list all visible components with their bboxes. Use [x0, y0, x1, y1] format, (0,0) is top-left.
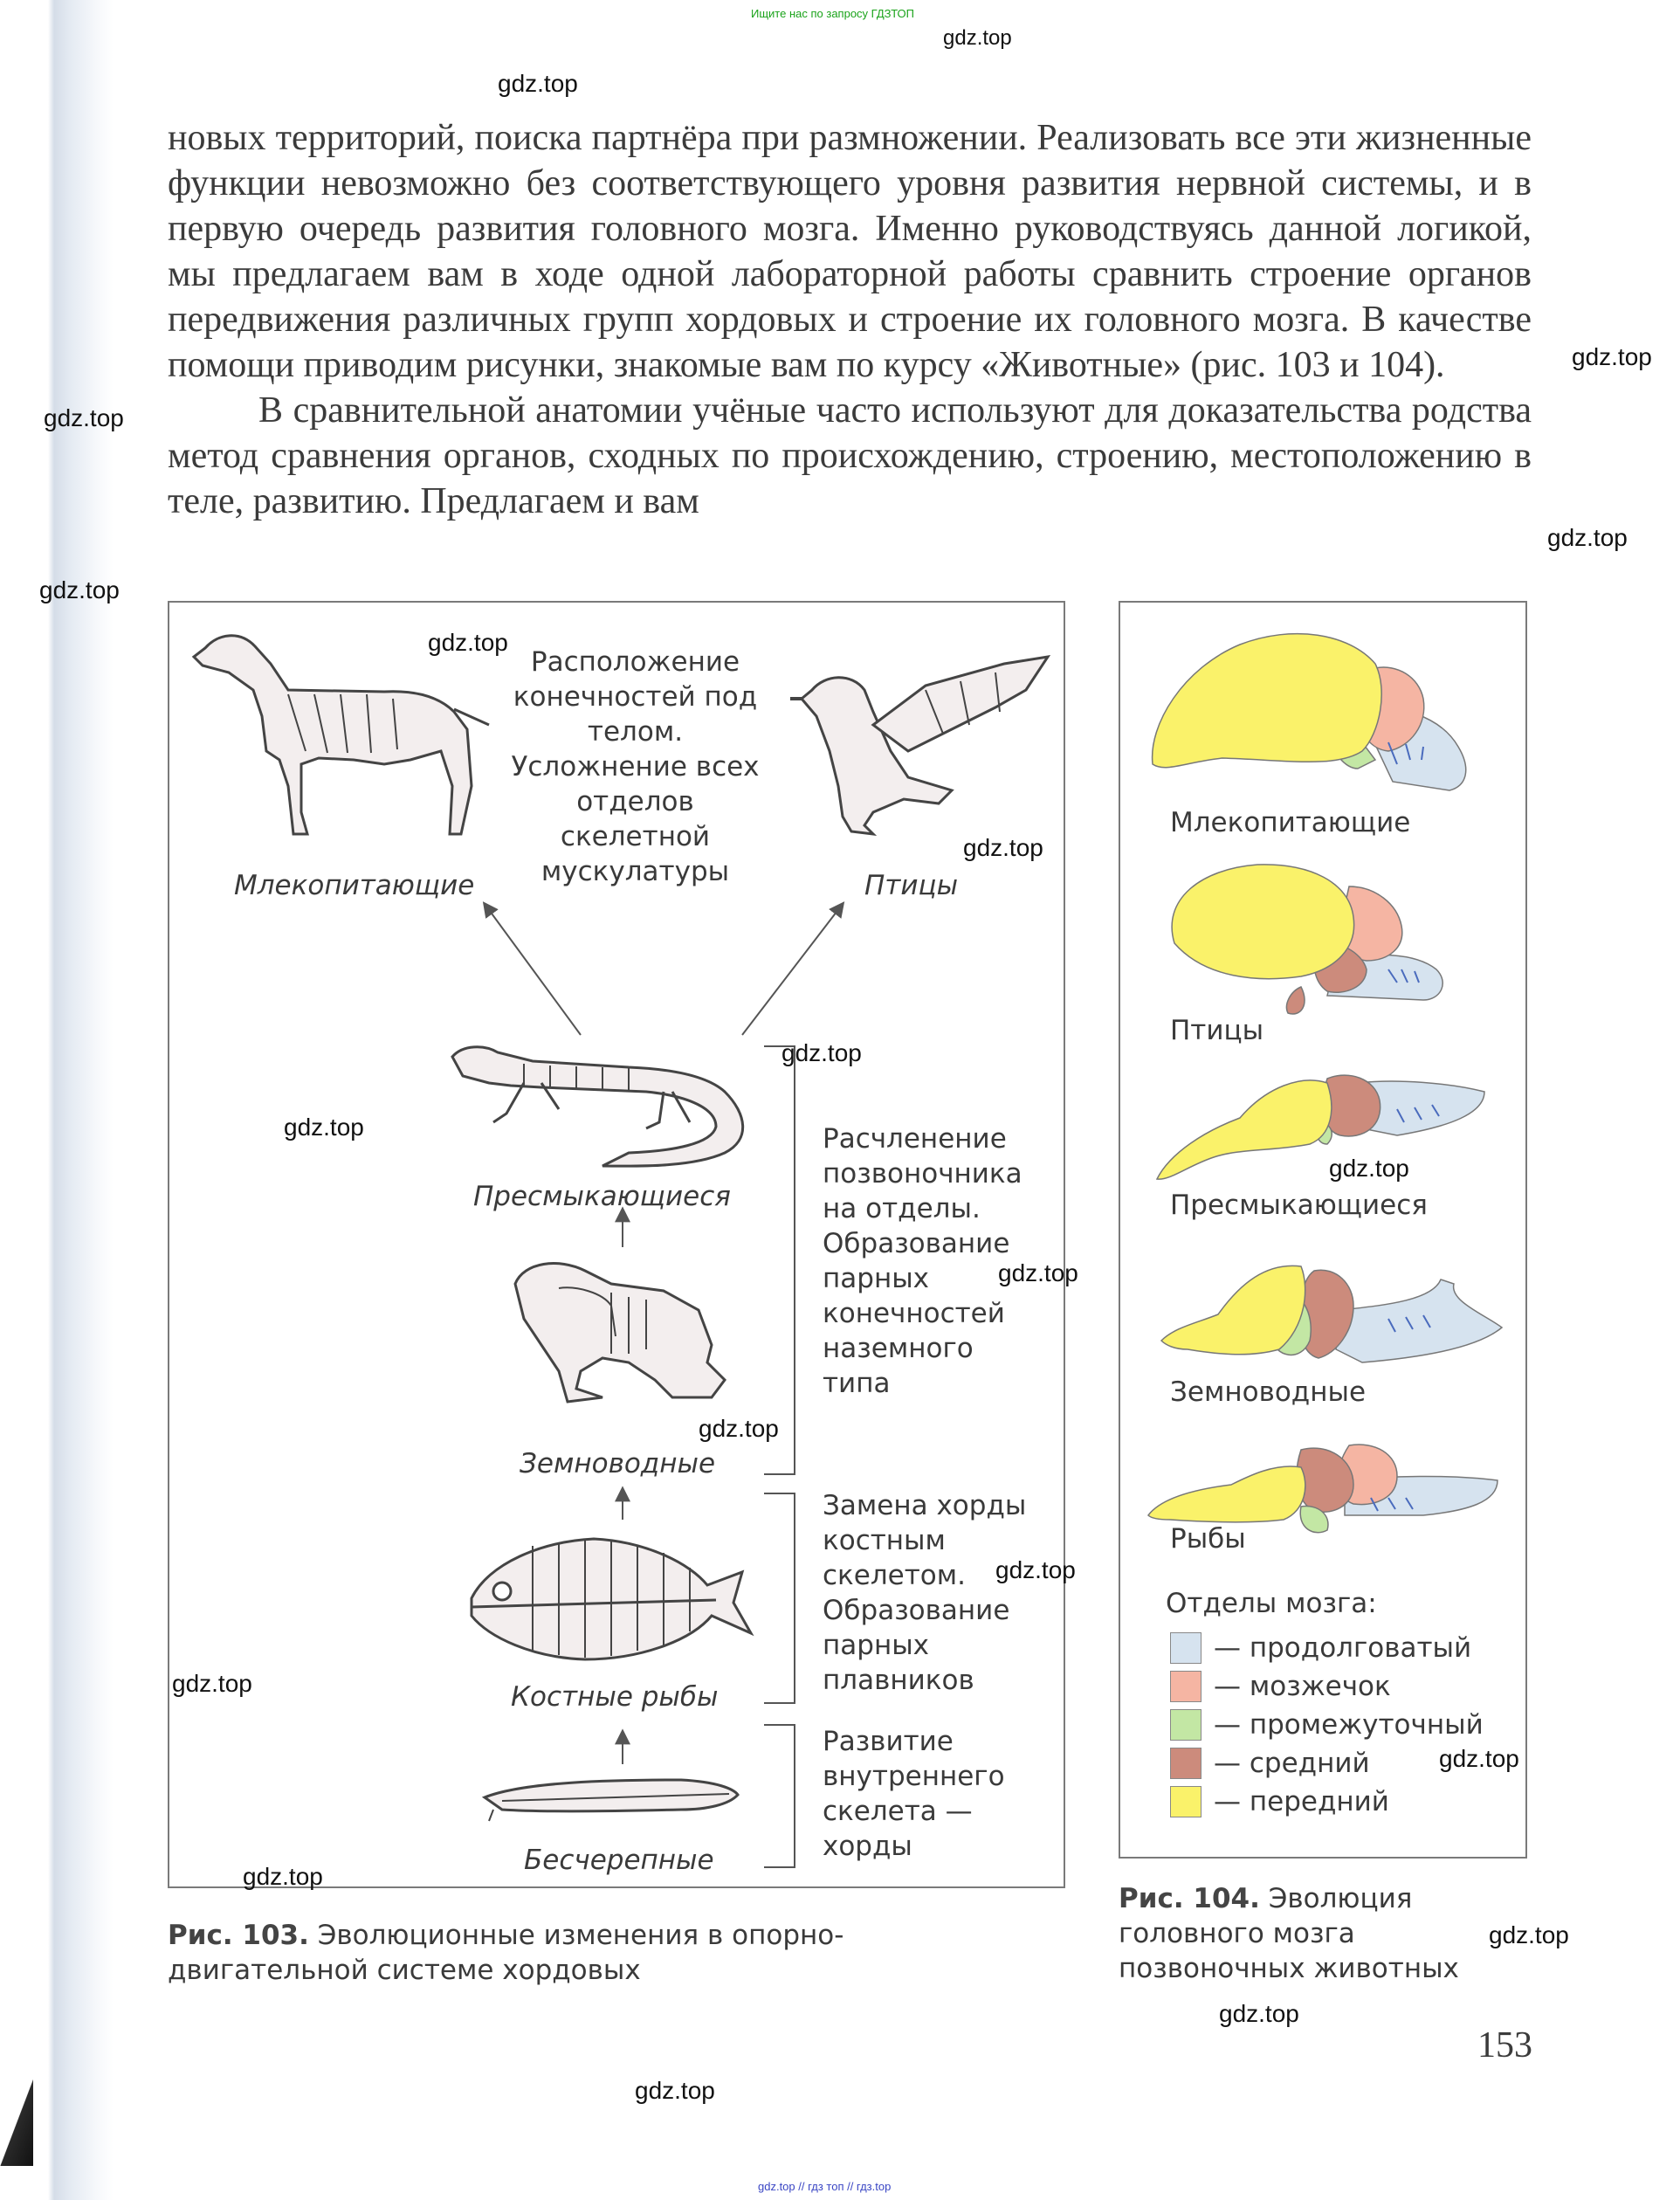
watermark: gdz.top	[963, 834, 1043, 861]
watermark: gdz.top	[498, 70, 578, 97]
bird-skeleton-icon	[790, 657, 1048, 834]
note-reptiles: Расчленение позвоночника на отделы. Образование парных конечностей наземного типа	[823, 1123, 1022, 1399]
paragraph-2: В сравнительной анатомии учёные часто используют для доказательства родства метод сравнения органов, сходных по происхождению, строению, местоположению в теле, развитию. Предлагаем и вам	[168, 390, 1532, 521]
brain-label-fish: Рыбы	[1170, 1523, 1246, 1555]
watermark: gdz.top	[1547, 524, 1628, 551]
brain-label-mammals: Млекопитающие	[1170, 807, 1411, 838]
fig104-caption	[1119, 1881, 1468, 1986]
lizard-skeleton-icon	[452, 1047, 743, 1166]
fig104-caption-label: Рис. 104.	[1119, 1883, 1260, 1914]
legend-swatch	[1170, 1632, 1201, 1664]
watermark: gdz.top	[699, 1415, 779, 1442]
watermark: gdz.top	[1329, 1155, 1409, 1182]
bracket-reptiles	[764, 1046, 795, 1474]
legend-item-forebrain: — передний	[1170, 1785, 1389, 1818]
bracket-fish	[764, 1493, 795, 1703]
fish-skeleton-icon	[472, 1539, 751, 1659]
watermark: gdz.top	[428, 629, 508, 656]
legend-item-diencephalon: — промежуточный	[1170, 1708, 1484, 1741]
watermark: gdz.top	[39, 576, 120, 603]
watermark: gdz.top	[995, 1556, 1076, 1583]
brain-label-amphibians: Земноводные	[1170, 1376, 1367, 1408]
fig104-caption-text: Эволюция головного мозга позвоночных животных	[1119, 1883, 1459, 1984]
fig103-top-note: Расположение конечностей под телом. Усложнение всех отделов скелетной мускулатуры	[511, 646, 760, 887]
arrow-to-birds	[742, 904, 843, 1035]
watermark: gdz.top	[1219, 2000, 1299, 2027]
fish-brain-icon	[1148, 1445, 1498, 1533]
note-fish: Замена хорды костным скелетом. Образование парных плавников	[823, 1490, 1027, 1696]
watermark: gdz.top	[284, 1114, 364, 1141]
watermark: gdz.top	[943, 26, 1012, 50]
legend-swatch	[1170, 1786, 1201, 1817]
mammal-brain-icon	[1153, 634, 1466, 790]
legend-swatch	[1170, 1671, 1201, 1702]
brain-label-birds: Птицы	[1170, 1015, 1264, 1046]
watermark: gdz.top	[44, 404, 124, 431]
dog-skeleton-icon	[194, 636, 489, 834]
label-birds: Птицы	[864, 870, 959, 901]
frog-skeleton-icon	[515, 1264, 725, 1402]
watermark: gdz.top	[243, 1863, 323, 1890]
label-amphibians: Земноводные	[520, 1448, 716, 1479]
legend-item-medulla: — продолговатый	[1170, 1631, 1471, 1665]
fig103-caption	[168, 1918, 1041, 1988]
note-acrania: Развитие внутреннего скелета — хорды	[823, 1726, 1005, 1862]
reptile-brain-icon	[1157, 1075, 1484, 1179]
watermark: gdz.top	[635, 2077, 715, 2104]
watermark: gdz.top	[1489, 1921, 1569, 1948]
fig103-caption-label: Рис. 103.	[168, 1920, 309, 1951]
legend-swatch	[1170, 1748, 1201, 1779]
amphibian-brain-icon	[1161, 1266, 1502, 1362]
watermark: gdz.top	[1572, 343, 1652, 370]
paragraph-1: новых территорий, поиска партнёра при размножении. Реализовать все эти жизненные функции невозможно без соответствующего уровня развития нервной системы, и в первую очередь развития головного мозга. Именно руководствуясь данной логикой, мы предлагаем вам в ходе одной лабораторной работы сравнить строение органов передвижения различных групп хордовых и строение их головного мозга. В качестве помощи приводим рисунки, знакомые вам по курсу «Животные» (рис. 103 и 104).	[168, 118, 1532, 385]
bracket-acrania	[764, 1725, 795, 1867]
legend-item-midbrain: — средний	[1170, 1747, 1370, 1780]
watermark: gdz.top	[998, 1259, 1078, 1286]
watermark: gdz.top	[1439, 1745, 1519, 1772]
lancelet-icon	[485, 1780, 738, 1821]
fig103-caption-text: Эволюционные изменения в опорно-двигательной системе хордовых	[168, 1920, 844, 1986]
page-number: 153	[1477, 2025, 1532, 2066]
label-mammals: Млекопитающие	[234, 870, 475, 901]
top-note: Ищите нас по запросу ГДЗТОП	[751, 7, 915, 20]
arrow-to-mammals	[485, 904, 581, 1035]
bird-brain-icon	[1172, 865, 1442, 1014]
watermark: gdz.top	[781, 1039, 862, 1066]
bottom-note: gdz.top // гдз топ // гдз.top	[758, 2180, 892, 2193]
brain-label-reptiles: Пресмыкающиеся	[1170, 1190, 1428, 1221]
label-bony-fish: Костные рыбы	[511, 1681, 719, 1713]
label-acrania: Бесчерепные	[524, 1845, 714, 1876]
legend-item-cerebellum: — мозжечок	[1170, 1670, 1391, 1703]
legend-title: Отделы мозга:	[1166, 1588, 1377, 1619]
label-reptiles: Пресмыкающиеся	[473, 1181, 731, 1212]
watermark: gdz.top	[172, 1670, 252, 1697]
legend-swatch	[1170, 1709, 1201, 1741]
